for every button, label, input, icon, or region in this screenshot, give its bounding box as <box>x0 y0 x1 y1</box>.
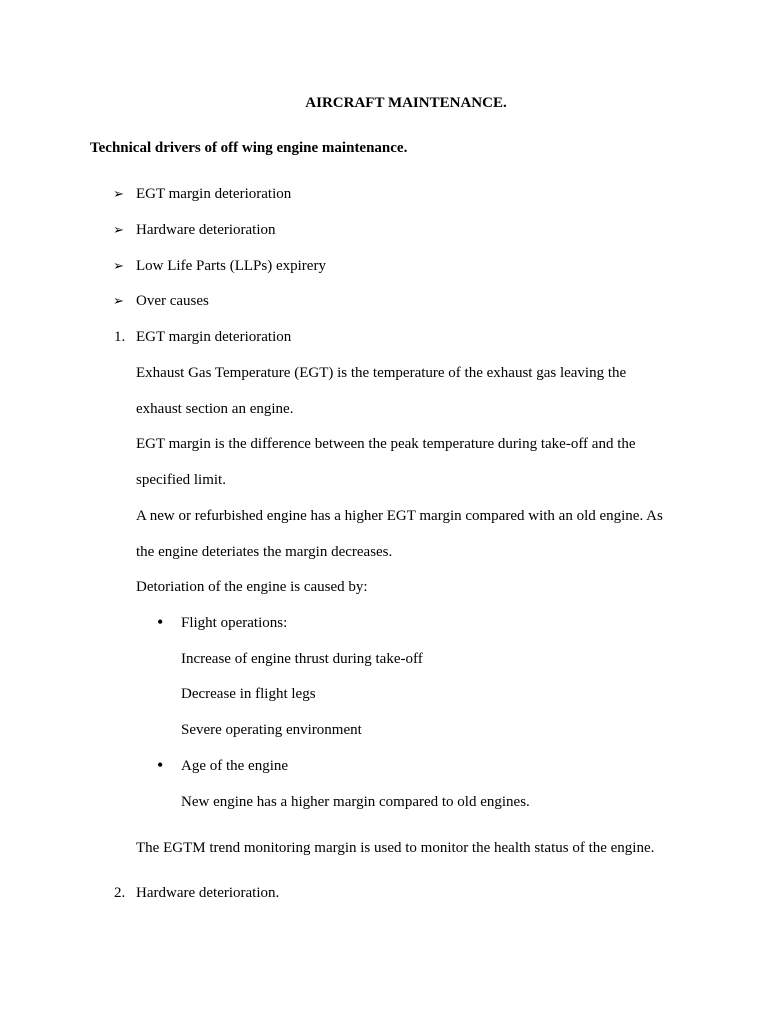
numbered-item-heading: EGT margin deterioration <box>136 329 292 345</box>
list-item: Hardware deterioration <box>136 222 276 238</box>
arrow-bullet-icon: ➢ <box>113 258 124 273</box>
paragraph-line: specified limit. <box>136 472 226 488</box>
section-heading: Technical drivers of off wing engine maintenance. <box>90 140 408 156</box>
arrow-bullet-icon: ➢ <box>113 293 124 308</box>
bullet-icon: • <box>157 755 164 775</box>
arrow-bullet-icon: ➢ <box>113 186 124 201</box>
numbered-item-heading: Hardware deterioration. <box>136 885 280 901</box>
list-item: EGT margin deterioration <box>136 186 292 202</box>
sub-item: Severe operating environment <box>181 722 362 738</box>
bullet-icon: • <box>157 612 164 632</box>
paragraph-line: the engine deteriates the margin decreases. <box>136 544 393 560</box>
list-item: Low Life Parts (LLPs) expirery <box>136 258 326 274</box>
paragraph-line: exhaust section an engine. <box>136 401 294 417</box>
list-number: 2. <box>114 885 126 901</box>
bullet-item: Age of the engine <box>181 758 289 774</box>
document-title: AIRCRAFT MAINTENANCE. <box>305 95 507 111</box>
paragraph-line: The EGTM trend monitoring margin is used to monitor the health status of the engine. <box>136 840 655 856</box>
paragraph-line: A new or refurbished engine has a higher EGT margin compared with an old engine. As <box>136 508 663 524</box>
paragraph-line: Exhaust Gas Temperature (EGT) is the temperature of the exhaust gas leaving the <box>136 365 627 381</box>
sub-item: New engine has a higher margin compared to old engines. <box>181 794 530 810</box>
sub-item: Decrease in flight legs <box>181 686 316 702</box>
arrow-bullet-icon: ➢ <box>113 222 124 237</box>
paragraph-line: EGT margin is the difference between the peak temperature during take-off and the <box>136 436 636 452</box>
list-item: Over causes <box>136 293 209 309</box>
bullet-item: Flight operations: <box>181 615 288 631</box>
sub-item: Increase of engine thrust during take-off <box>181 651 423 667</box>
paragraph-line: Detoriation of the engine is caused by: <box>136 579 368 595</box>
list-number: 1. <box>114 329 126 345</box>
